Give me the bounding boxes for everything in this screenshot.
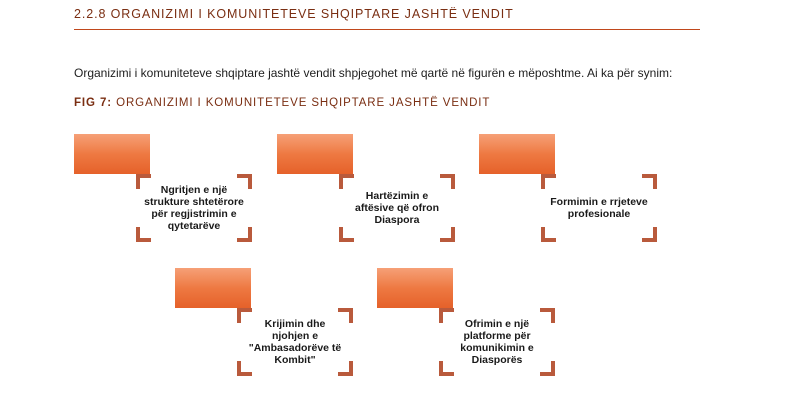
diagram-item-label-4: Krijimin dhe njohjen e "Ambasadorëve të Kombit" xyxy=(248,318,342,366)
figure-caption-text: ORGANIZIMI I KOMUNITETEVE SHQIPTARE JASHTË VENDIT xyxy=(112,97,491,109)
diagram-tab-3 xyxy=(479,134,555,174)
diagram-box-5 xyxy=(439,308,555,376)
diagram-box-1 xyxy=(136,174,252,242)
figure-number: FIG 7: xyxy=(74,97,112,109)
diagram-item-label-2: Hartëzimin e aftësive që ofron Diaspora xyxy=(354,190,440,226)
diagram-tab-4 xyxy=(175,268,251,308)
diagram-item-label-1: Ngritjen e një strukture shtetërore për regjistrimin e qytetarëve xyxy=(144,184,244,232)
diagram-item-label-3: Formimin e rrjeteve profesionale xyxy=(550,196,648,220)
section-title: 2.2.8 ORGANIZIMI I KOMUNITETEVE SHQIPTARE JASHTË VENDIT xyxy=(74,7,514,21)
diagram-box-3 xyxy=(541,174,657,242)
intro-paragraph: Organizimi i komuniteteve shqiptare jashtë vendit shpjegohet më qartë në figurën e mëposhtme. Ai ka për synim: xyxy=(74,66,673,80)
diagram-tab-5 xyxy=(377,268,453,308)
diagram-tab-1 xyxy=(74,134,150,174)
diagram-box-2 xyxy=(339,174,455,242)
diagram-box-4 xyxy=(237,308,353,376)
diagram-tab-2 xyxy=(277,134,353,174)
diagram-item-label-5: Ofrimin e një platforme për komunikimin e Diasporës xyxy=(460,318,534,366)
